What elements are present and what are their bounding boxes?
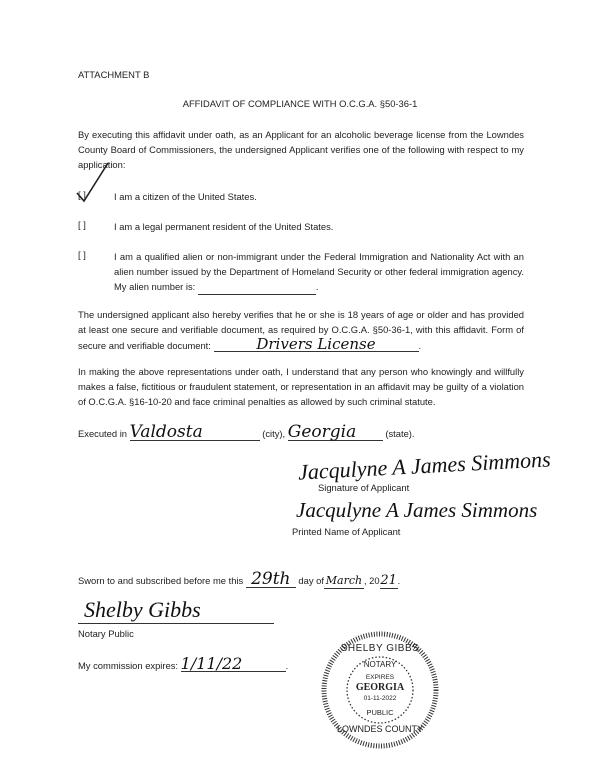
commission-label: My commission expires: bbox=[78, 660, 179, 671]
day-field[interactable]: 29th bbox=[246, 571, 296, 588]
city-label: (city), bbox=[262, 428, 286, 439]
checkbox-bracket: [ ] bbox=[78, 189, 86, 200]
checkmark-icon bbox=[74, 159, 114, 203]
verify-paragraph: The undersigned applicant also hereby verifies that he or she is 18 years of age or older and has provided at least one secure and verifiable document, as required by O.C.G.A. §50-36-1, with this affidavit. Form of secure and verifiable document: Drivers License . bbox=[78, 309, 524, 353]
state-label: (state). bbox=[385, 428, 415, 439]
document-field[interactable]: Drivers License bbox=[214, 337, 419, 352]
checkbox-alien[interactable]: [ ] bbox=[78, 249, 86, 260]
city-field[interactable]: Valdosta bbox=[130, 424, 260, 441]
notary-seal bbox=[320, 630, 440, 750]
executed-label: Executed in bbox=[78, 428, 127, 439]
option-alien: I am a qualified alien or non-immigrant under the Federal Immigration and Nationality Act with an alien number issued by the Department of Homeland Security or other federal immigration agency. My alien number is: . bbox=[114, 249, 524, 295]
period: . bbox=[397, 575, 401, 586]
signature-label: Signature of Applicant bbox=[318, 482, 410, 493]
attachment-label: ATTACHMENT B bbox=[78, 69, 150, 80]
printed-name-label: Printed Name of Applicant bbox=[292, 526, 401, 537]
intro-paragraph: By executing this affidavit under oath, as an Applicant for an alcoholic beverage license from the Lowndes County Board of Commissioners, the undersigned Applicant verifies one of the following with respect to my application: bbox=[78, 129, 524, 170]
option-alien-text: I am a qualified alien or non-immigrant under the Federal Immigration and Nationality Act with an alien number issued by the Department of Homeland Security or other federal immigration agency. My alien number is: bbox=[114, 251, 524, 292]
notary-label: Notary Public bbox=[78, 628, 134, 639]
seal-public: PUBLIC bbox=[366, 708, 394, 717]
commission-line: My commission expires: 1/11/22 . bbox=[78, 654, 289, 673]
month-field[interactable]: March bbox=[325, 574, 363, 587]
sworn-label: Sworn to and subscribed before me this bbox=[78, 575, 244, 586]
checkbox-citizen[interactable] bbox=[78, 189, 86, 200]
notary-signature-line bbox=[78, 623, 274, 624]
checkbox-resident[interactable]: [ ] bbox=[78, 219, 86, 230]
state-field[interactable]: Georgia bbox=[288, 424, 383, 441]
executed-line bbox=[78, 424, 524, 441]
applicant-signature: Jacqulyne A James Simmons bbox=[297, 446, 552, 485]
seal-county: LOWNDES COUNTY bbox=[336, 724, 423, 734]
alien-number-field[interactable] bbox=[198, 279, 316, 295]
verify-text: The undersigned applicant also hereby verifies that he or she is 18 years of age or older and has provided at least one secure and verifiable document, as required by O.C.G.A. §50-36-1, with this affidavit. Form of secure and verifiable document: bbox=[78, 309, 524, 351]
seal-expires: EXPIRES bbox=[365, 674, 395, 681]
commission-field[interactable]: 1/11/22 bbox=[181, 656, 286, 672]
seal-state: GEORGIA bbox=[355, 682, 405, 693]
notary-signature: Shelby Gibbs bbox=[84, 597, 201, 622]
year-field[interactable]: 21 bbox=[380, 573, 397, 588]
seal-name: SHELBY GIBBS bbox=[340, 643, 420, 654]
sworn-line bbox=[78, 571, 524, 589]
option-resident: I am a legal permanent resident of the United States. bbox=[114, 221, 334, 232]
option-citizen: I am a citizen of the United States. bbox=[114, 191, 257, 202]
penalty-paragraph: In making the above representations under oath, I understand that any person who knowingly and willfully makes a false, fictitious or fraudulent statement, or representation in an affidavit may be guilty of a violation of O.C.G.A. §16-10-20 and face criminal penalties as allowed by such criminal statute. bbox=[78, 366, 524, 407]
seal-date: 01-11-2022 bbox=[363, 695, 397, 702]
printed-name-value: Jacqulyne A James Simmons bbox=[296, 498, 538, 522]
document-title: AFFIDAVIT OF COMPLIANCE WITH O.C.G.A. §50-36-1 bbox=[182, 98, 418, 109]
day-of-label: day of bbox=[298, 575, 324, 586]
year-prefix: , 20 bbox=[363, 575, 380, 586]
seal-notary: NOTARY bbox=[363, 660, 397, 669]
